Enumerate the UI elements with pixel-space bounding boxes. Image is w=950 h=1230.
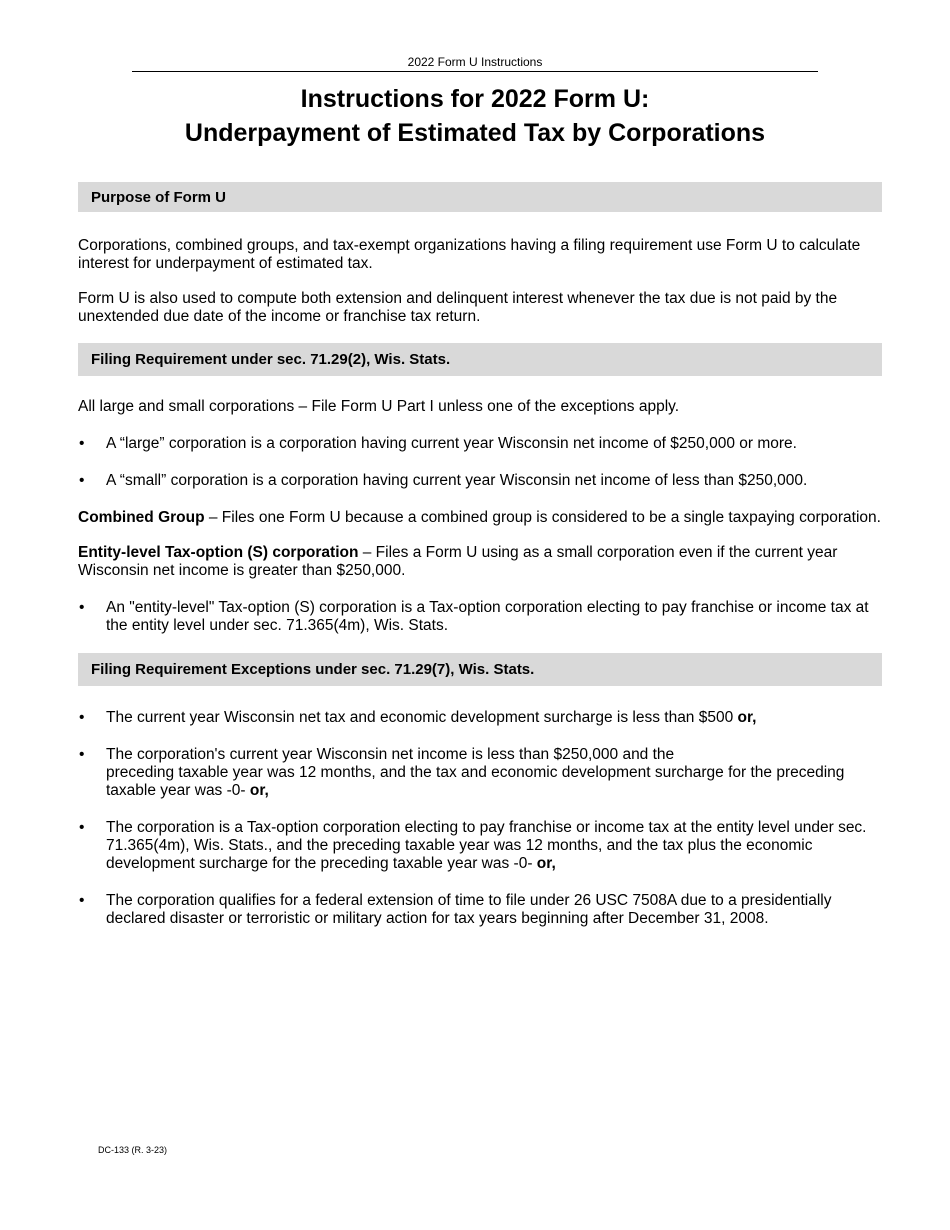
page-title bbox=[0, 82, 950, 150]
entity-level-text: – Files a Form U using as a small corporation even if the current year Wisconsin net income is greater than $250,000. bbox=[78, 544, 838, 579]
list-item-exception-1 bbox=[78, 709, 882, 727]
exception-3-text: The corporation is a Tax-option corporation electing to pay franchise or income tax at the entity level under sec. 71.365(4m), Wis. Stats., and the preceding taxable year was 12 months, and the tax plus the economic development surcharge for the preceding taxable year was -0- bbox=[106, 819, 867, 872]
list-item-entity-level: • An "entity-level" Tax-option (S) corporation is a Tax-option corporation electing to pay franchise or income tax at the entity level under sec. 71.365(4m), Wis. Stats. bbox=[78, 599, 882, 635]
combined-group-text: – Files one Form U because a combined group is considered to be a single taxpaying corporation. bbox=[204, 509, 881, 526]
list-item-exception-3 bbox=[78, 819, 882, 873]
filing-intro: All large and small corporations – File Form U Part I unless one of the exceptions apply. bbox=[78, 398, 680, 415]
header-rule bbox=[132, 71, 818, 72]
purpose-paragraph-2: Form U is also used to compute both extension and delinquent interest whenever the tax due is not paid by the unextended due date of the income or franchise tax return. bbox=[78, 290, 838, 325]
combined-group-paragraph bbox=[78, 509, 882, 527]
form-code-footer: DC-133 (R. 3-23) bbox=[98, 1145, 168, 1155]
exception-2-text: preceding taxable year was 12 months, and the tax and economic development surcharge for the preceding taxable year was -0- bbox=[106, 764, 845, 799]
exception-1-or: or, bbox=[737, 709, 757, 726]
title-line-2: Underpayment of Estimated Tax by Corporations bbox=[184, 119, 766, 147]
list-item-small-corporation: • A “small” corporation is a corporation having current year Wisconsin net income of less than $250,000. bbox=[78, 472, 882, 490]
entity-level-label: Entity-level Tax-option (S) corporation bbox=[78, 544, 359, 561]
exception-2-or: or, bbox=[249, 782, 269, 799]
document-body bbox=[78, 182, 882, 928]
list-item-large-corporation: • A “large” corporation is a corporation having current year Wisconsin net income of $250,000 or more. bbox=[78, 435, 882, 453]
purpose-paragraph-1: Corporations, combined groups, and tax-exempt organizations having a filing requirement use Form U to calculate interest for underpayment of estimated tax. bbox=[78, 237, 861, 272]
running-header: 2022 Form U Instructions bbox=[407, 55, 543, 69]
exception-2-line-1: The corporation's current year Wisconsin net income is less than $250,000 and the bbox=[106, 746, 675, 763]
section-heading-filing-requirement: Filing Requirement under sec. 71.29(2), Wis. Stats. bbox=[78, 343, 882, 376]
section-heading-exceptions: Filing Requirement Exceptions under sec. 71.29(7), Wis. Stats. bbox=[78, 653, 882, 686]
section-heading-purpose: Purpose of Form U bbox=[78, 182, 882, 212]
exception-1-text: The current year Wisconsin net tax and economic development surcharge is less than $500 bbox=[106, 709, 738, 726]
entity-level-paragraph bbox=[78, 544, 882, 580]
exception-3-or: or, bbox=[536, 855, 556, 872]
title-line-1: Instructions for 2022 Form U: bbox=[300, 85, 650, 113]
list-item-exception-2 bbox=[78, 746, 882, 800]
list-item-exception-4: • The corporation qualifies for a federal extension of time to file under 26 USC 7508A due to a presidentially declared disaster or terroristic or military action for tax years beginning after December 31, 2008. bbox=[78, 892, 882, 928]
combined-group-label: Combined Group bbox=[78, 509, 205, 526]
